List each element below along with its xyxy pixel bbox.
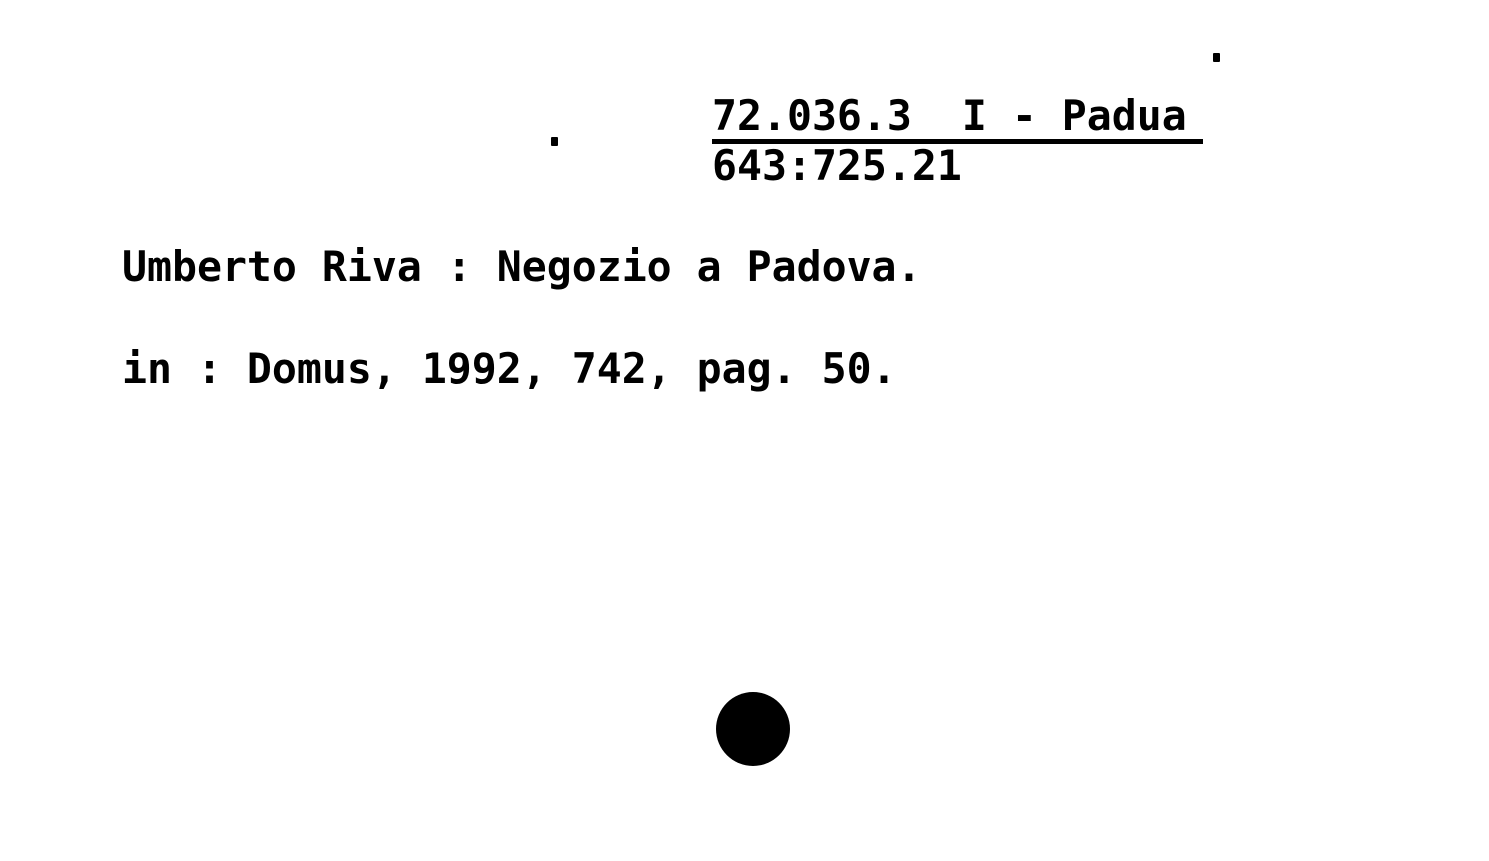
call-number-line1: 72.036.3 I - Padua bbox=[712, 95, 1203, 144]
punch-hole-mark bbox=[716, 692, 790, 766]
card-reference-line: in : Domus, 1992, 742, pag. 50. bbox=[122, 344, 897, 393]
ink-speck-top-right bbox=[1213, 53, 1220, 62]
ink-speck-mid bbox=[551, 137, 558, 146]
call-number-line2: 643:725.21 bbox=[712, 141, 962, 190]
card-title-line: Umberto Riva : Negozio a Padova. bbox=[122, 242, 922, 291]
